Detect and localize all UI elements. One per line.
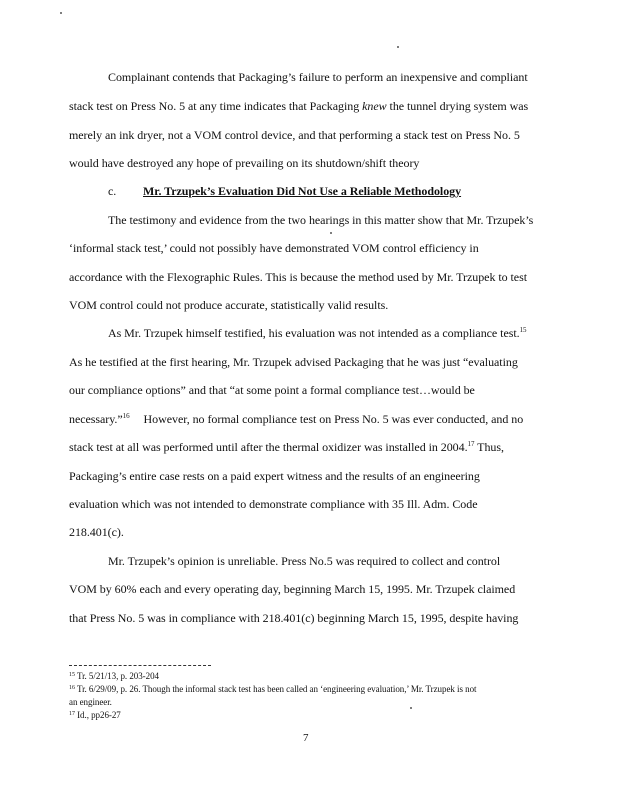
paragraph-3-line-8: 218.401(c). <box>69 525 124 539</box>
paragraph-3-line-3: our compliance options” and that “at some point a formal compliance test…would be <box>69 383 475 397</box>
paragraph-1-line-2-start: stack test on Press No. 5 at any time indicates that Packaging <box>69 99 363 113</box>
paragraph-4-line-1: Mr. Trzupek’s opinion is unreliable. Press No.5 was required to collect and control <box>108 554 501 568</box>
footnote-ref-16: 16 <box>122 412 130 420</box>
footnote-17 <box>69 710 121 720</box>
paragraph-1-line-4: would have destroyed any hope of prevailing on its shutdown/shift theory <box>69 156 420 170</box>
footnote-16-continued: an engineer. <box>69 697 112 707</box>
paragraph-3-line-2: As he testified at the first hearing, Mr. Trzupek advised Packaging that he was just “evaluating <box>69 355 518 369</box>
scan-speck <box>60 12 62 14</box>
paragraph-4-line-2: VOM by 60% each and every operating day, beginning March 15, 1995. Mr. Trzupek claimed <box>69 582 516 596</box>
footnote-16-number: 16 <box>69 685 75 691</box>
paragraph-2-line-1: The testimony and evidence from the two hearings in this matter show that Mr. Trzupek’s <box>108 213 534 227</box>
paragraph-4-line-3: that Press No. 5 was in compliance with 218.401(c) beginning March 15, 1995, despite having <box>69 611 519 625</box>
footnote-ref-15: 15 <box>519 326 527 334</box>
footnote-15 <box>69 671 159 681</box>
section-title: Mr. Trzupek’s Evaluation Did Not Use a Reliable Methodology <box>143 184 462 198</box>
paragraph-2-line-2: ‘informal stack test,’ could not possibly have demonstrated VOM control efficiency in <box>69 241 479 255</box>
footnote-separator <box>69 665 211 666</box>
paragraph-3-line-5-start: stack test at all was performed until after the thermal oxidizer was installed in 2004. <box>69 440 468 454</box>
paragraph-3-line-4-end: However, no formal compliance test on Press No. 5 was ever conducted, and no <box>143 412 524 426</box>
paragraph-1-line-2-end: the tunnel drying system was <box>386 99 529 113</box>
paragraph-3-line-1 <box>108 326 526 341</box>
paragraph-3-line-4 <box>69 412 523 427</box>
footnote-16 <box>69 684 477 694</box>
emphasis-knew: knew <box>362 99 387 113</box>
footnote-ref-17: 17 <box>467 440 475 448</box>
footnote-15-number: 15 <box>69 672 75 678</box>
paragraph-2-line-3: accordance with the Flexographic Rules. This is because the method used by Mr. Trzupek to test <box>69 270 527 284</box>
paragraph-1-line-3: merely an ink dryer, not a VOM control device, and that performing a stack test on Press No. 5 <box>69 128 520 142</box>
paragraph-1-line-2 <box>69 99 528 114</box>
paragraph-3-line-1-text: As Mr. Trzupek himself testified, his evaluation was not intended as a compliance test. <box>108 326 520 340</box>
footnote-17-number: 17 <box>69 711 75 717</box>
section-letter: c. <box>108 184 117 198</box>
footnote-17-text: Id., pp26-27 <box>74 710 121 720</box>
paragraph-3-line-5 <box>69 440 504 455</box>
paragraph-3-line-5-end: Thus, <box>474 440 504 454</box>
paragraph-3-line-4-start: necessary.” <box>69 412 123 426</box>
scan-speck <box>330 232 332 234</box>
page-number: 7 <box>303 732 309 744</box>
paragraph-1-line-1: Complainant contends that Packaging’s failure to perform an inexpensive and compliant <box>108 70 528 84</box>
footnote-16-text: Tr. 6/29/09, p. 26. Though the informal stack test has been called an ‘engineering evaluation,’ Mr. Trzupek is not <box>74 684 477 694</box>
paragraph-3-line-6: Packaging’s entire case rests on a paid expert witness and the results of an engineering <box>69 469 480 483</box>
scan-speck <box>410 707 412 709</box>
paragraph-2-line-4: VOM control could not produce accurate, statistically valid results. <box>69 298 389 312</box>
footnote-15-text: Tr. 5/21/13, p. 203-204 <box>74 671 159 681</box>
scan-speck <box>397 46 399 48</box>
section-heading <box>108 184 461 199</box>
paragraph-3-line-7: evaluation which was not intended to demonstrate compliance with 35 Ill. Adm. Code <box>69 497 478 511</box>
